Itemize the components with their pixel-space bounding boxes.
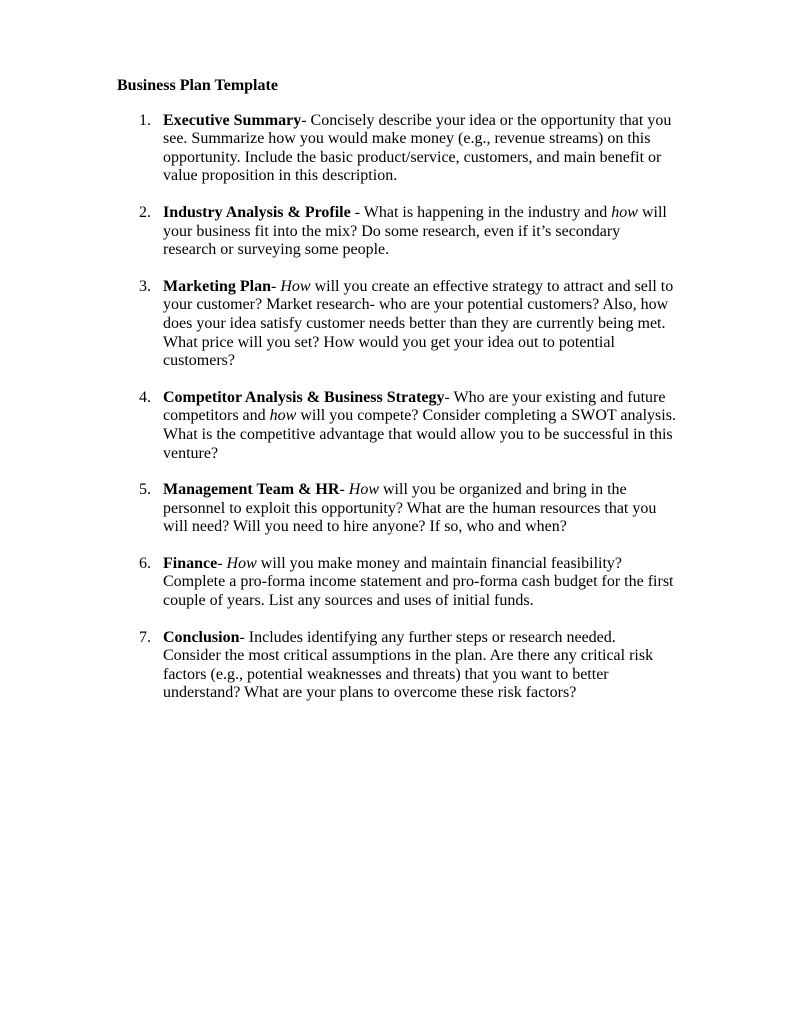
text-segment: will you make money and maintain financial feasibility? Complete a pro-forma income statement and pro-forma cash budget for the first couple of years. List any sources and uses of initial funds. — [163, 554, 674, 610]
text-segment: how — [611, 203, 638, 221]
list-item-text — [163, 555, 677, 611]
text-segment: Finance — [163, 554, 218, 572]
text-segment: Marketing Plan — [163, 277, 271, 295]
list-item-number: 4. — [139, 388, 151, 406]
text-segment: Industry Analysis & Profile — [163, 203, 351, 221]
list-item — [139, 278, 677, 371]
numbered-list — [117, 112, 677, 703]
text-segment: - — [339, 481, 349, 499]
list-item — [139, 204, 677, 260]
list-item-number: 7. — [139, 628, 151, 646]
text-segment: How — [280, 277, 311, 295]
list-item-number: 2. — [139, 203, 151, 221]
text-segment: - Includes identifying any further steps or research needed. Consider the most critical assumptions in the plan. Are there any critical risk factors (e.g., potential weaknesses and threats) that you want to better understand? What are your plans to overcome these risk factors? — [163, 628, 654, 702]
text-segment: will you be organized and bring in the personnel to exploit this opportunity? What are the human resources that you will need? Will you need to hire anyone? If so, who and when? — [163, 481, 657, 536]
text-segment: will you create an effective strategy to attract and sell to your customer? Market research- who are your potential customers? Also, how does your idea satisfy customer needs better than they are currently being met. What price will you set? How would you get your idea out to potential customers? — [163, 277, 674, 370]
list-item-number: 3. — [139, 277, 151, 295]
text-segment: Executive Summary — [163, 111, 302, 129]
text-segment: - Who are your existing and future competitors and — [163, 388, 666, 425]
text-segment: - Concisely describe your idea or the opportunity that you see. Summarize how you would make money (e.g., revenue streams) on this opportunity. Include the basic product/service, customers, and main benefit or value proposition in this description. — [163, 111, 672, 185]
text-segment: Conclusion — [163, 628, 240, 646]
list-item-text — [163, 481, 677, 537]
list-item — [139, 481, 677, 537]
text-segment: - — [217, 554, 227, 572]
text-segment: will you compete? Consider completing a SWOT analysis. What is the competitive advantage that would allow you to be successful in this venture? — [163, 407, 676, 462]
list-item-text — [163, 278, 677, 371]
text-segment: Competitor Analysis & Business Strategy — [163, 388, 445, 406]
text-segment: Management Team & HR — [163, 481, 340, 499]
text-segment: How — [226, 554, 257, 572]
list-item — [139, 629, 677, 703]
text-segment: - — [271, 277, 281, 295]
list-item-text — [163, 204, 677, 260]
list-item-number: 5. — [139, 481, 151, 499]
list-item — [139, 555, 677, 611]
text-segment: how — [269, 407, 297, 425]
list-item-number: 6. — [139, 554, 151, 572]
page-title: Business Plan Template — [117, 77, 278, 94]
list-item-text — [163, 389, 677, 463]
list-item — [139, 389, 677, 463]
text-segment: will your business fit into the mix? Do some research, even if it’s secondary research or surveying some people. — [163, 203, 667, 259]
document-content — [117, 77, 677, 721]
list-item-text — [163, 629, 677, 703]
list-item-text — [163, 112, 677, 186]
list-item-number: 1. — [139, 111, 151, 129]
text-segment: How — [348, 481, 379, 499]
text-segment: - What is happening in the industry and — [350, 203, 612, 221]
list-item — [139, 112, 677, 186]
